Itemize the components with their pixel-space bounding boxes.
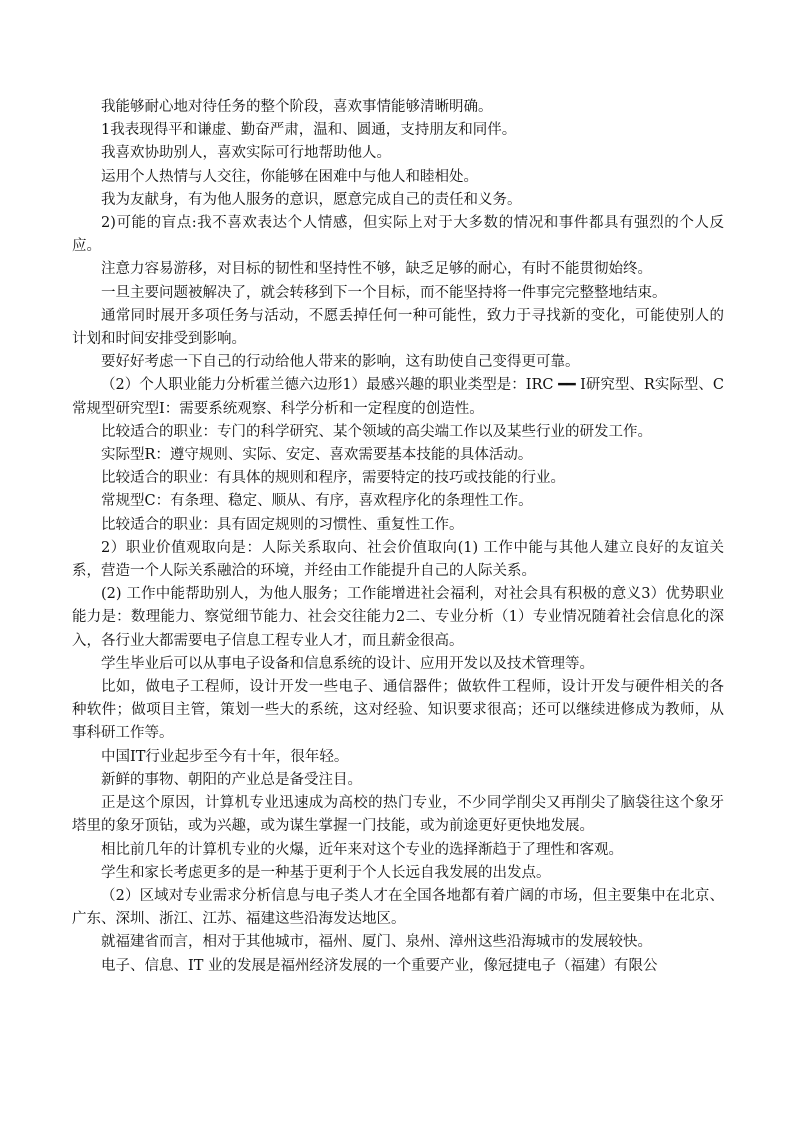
paragraph: 我喜欢协助别人，喜欢实际可行地帮助他人。 xyxy=(101,145,391,162)
paragraph: 注意力容易游移，对目标的韧性和坚持性不够，缺乏足够的耐心，有时不能贯彻始终。 xyxy=(101,261,652,278)
paragraph: （2）个人职业能力分析霍兰德六边形1）最感兴趣的职业类型是：IRC ━━ I研究型、R实际型、C常规型研究型I：需要系统观察、科学分析和一定程度的创造性。 xyxy=(72,377,724,417)
paragraph: 实际型R：遵守规则、实际、安定、喜欢需要基本技能的具体活动。 xyxy=(101,447,533,464)
document-body xyxy=(72,96,724,978)
paragraph: 相比前几年的计算机专业的火爆，近年来对这个专业的选择渐趋于了理性和客观。 xyxy=(101,841,623,858)
paragraph: （2）区域对专业需求分析信息与电子类人才在全国各地都有着广阔的市场，但主要集中在北京、广东、深圳、浙江、江苏、福建这些沿海发达地区。 xyxy=(72,887,724,928)
paragraph: 我能够耐心地对待任务的整个阶段，喜欢事情能够清晰明确。 xyxy=(101,99,493,115)
paragraph: 我为友献身，有为他人服务的意识，愿意完成自己的责任和义务。 xyxy=(101,191,522,208)
paragraph: 比较适合的职业：具有固定规则的习惯性、重复性工作。 xyxy=(101,516,464,533)
paragraph: 比较适合的职业：有具体的规则和程序，需要特定的技巧或技能的行业。 xyxy=(101,470,565,487)
paragraph: 比如，做电子工程师，设计开发一些电子、通信器件；做软件工程师，设计开发与硬件相关的各种软件；做项目主管，策划一些大的系统，这对经验、知识要求很高；还可以继续进修成为教师，从事科研工作等。 xyxy=(72,679,724,742)
paragraph: 正是这个原因，计算机专业迅速成为高校的热门专业，不少同学削尖又再削尖了脑袋往这个象牙塔里的象牙顶钻，或为兴趣，或为谋生掌握一门技能，或为前途更好更快地发展。 xyxy=(72,795,724,835)
paragraph: 常规型C：有条理、稳定、顺从、有序，喜欢程序化的条理性工作。 xyxy=(101,493,533,510)
paragraph: 电子、信息、IT 业的发展是福州经济发展的一个重要产业，像冠捷电子（福建）有限公 xyxy=(101,957,658,974)
paragraph: 中国IT行业起步至今有十年，很年轻。 xyxy=(101,748,349,765)
paragraph: 就福建省而言，相对于其他城市，福州、厦门、泉州、漳州这些沿海城市的发展较快。 xyxy=(101,934,652,951)
paragraph: 2)可能的盲点:我不喜欢表达个人情感，但实际上对于大多数的情况和事件都具有强烈的个人反应。 xyxy=(72,215,724,255)
paragraph: 要好好考虑一下自己的行动给他人带来的影响，这有助使自己变得更可靠。 xyxy=(101,354,580,371)
paragraph: 1我表现得平和谦虚、勤奋严肃，温和、圆通，支持朋友和同伴。 xyxy=(101,122,517,139)
paragraph: 学生毕业后可以从事电子设备和信息系统的设计、应用开发以及技术管理等。 xyxy=(101,655,594,672)
paragraph: 运用个人热情与人交往，你能够在困难中与他人和睦相处。 xyxy=(101,168,478,185)
paragraph: 比较适合的职业：专门的科学研究、某个领域的高尖端工作以及某些行业的研发工作。 xyxy=(101,423,652,440)
paragraph: (2) 工作中能帮助别人，为他人服务；工作能增进社会福利，对社会具有积极的意义3）优势职业能力是：数理能力、察觉细节能力、社会交往能力2二、专业分析（1）专业情况随着社会信息化的深入，各行业大都需要电子信息工程专业人才，而且薪金很高。 xyxy=(72,586,724,649)
paragraph: 学生和家长考虑更多的是一种基于更利于个人长远自我发展的出发点。 xyxy=(101,864,551,881)
paragraph: 2）职业价值观取向是：人际关系取向、社会价值取向(1) 工作中能与其他人建立良好的友谊关系，营造一个人际关系融洽的环境，并经由工作能提升自己的人际关系。 xyxy=(72,539,724,580)
paragraph: 通常同时展开多项任务与活动，不愿丢掉任何一种可能性，致力于寻找新的变化，可能使别人的计划和时间安排受到影响。 xyxy=(72,307,724,348)
paragraph: 新鲜的事物、朝阳的产业总是备受注目。 xyxy=(101,771,362,788)
paragraph: 一旦主要问题被解决了，就会转移到下一个目标，而不能坚持将一件事完完整整地结束。 xyxy=(101,284,667,301)
